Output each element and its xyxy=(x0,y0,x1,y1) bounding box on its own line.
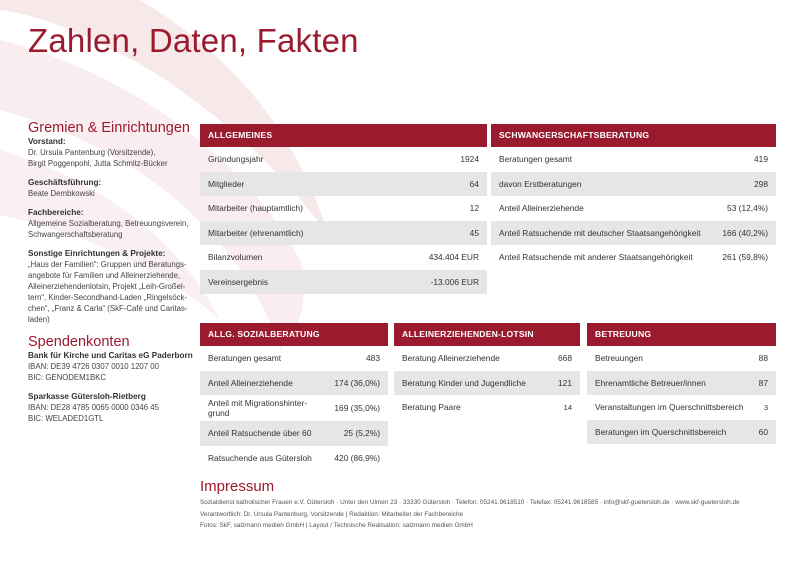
table-header: ALLGEMEINES xyxy=(200,124,487,147)
table-row: Beratung Kinder und Jugendliche 121 xyxy=(394,371,580,396)
table-row: Gründungsjahr 1924 xyxy=(208,154,479,165)
bank-name: Bank für Kirche und Caritas eG Paderborn xyxy=(28,351,193,360)
table-row: Anteil Ratsuchende mit anderer Staatsangehörigkeit 261 (59,8%) xyxy=(499,252,768,263)
sonstige-line: tern“, Kinder-Secondhand-Laden „Ringelsöck- xyxy=(28,293,188,302)
table-row: Beratung Alleinerziehende 668 xyxy=(402,353,572,364)
sonstige-line: laden) xyxy=(28,315,50,324)
sonstige-line: angebote für Familien und Alleinerziehende, xyxy=(28,271,181,280)
impressum-title: Impressum xyxy=(200,478,275,495)
table-row: Mitarbeiter (hauptamtlich) 12 xyxy=(208,203,479,214)
table-row: Bilanzvolumen 434.404 EUR xyxy=(208,252,479,263)
table-row: Mitarbeiter (ehrenamtlich) 45 xyxy=(200,221,487,246)
geschaeftsfuehrung-label: Geschäftsführung: xyxy=(28,178,102,187)
table-row: Anteil Ratsuchende über 60 25 (5,2%) xyxy=(200,421,388,446)
table-row: Veranstaltungen im Querschnittsbereich 3 xyxy=(595,402,768,413)
table-row: Beratungen gesamt 483 xyxy=(208,353,380,364)
left-column xyxy=(28,120,198,424)
iban: IBAN: DE28 4785 0065 0000 0346 45 xyxy=(28,403,159,412)
iban: IBAN: DE39 4726 0307 0010 1207 00 xyxy=(28,362,159,371)
impressum-line: Verantwortlich: Dr. Ursula Pantenburg, Vorsitzende | Redaktion: Mitarbeiter der Fachbereiche xyxy=(200,510,464,518)
table-header: BETREUUNG xyxy=(587,323,776,346)
table-row: Betreuungen 88 xyxy=(595,353,768,364)
table-row: Anteil Alleinerziehende 53 (12,4%) xyxy=(499,203,768,214)
table-row: Vereinsergebnis -13.006 EUR xyxy=(200,270,487,295)
table-header: ALLG. SOZIALBERATUNG xyxy=(200,323,388,346)
table-header: SCHWANGERSCHAFTSBERATUNG xyxy=(491,124,776,147)
table-row: Anteil Ratsuchende mit deutscher Staatsangehörigkeit 166 (40,2%) xyxy=(491,221,776,246)
table-row: Anteil Alleinerziehende 174 (36,0%) xyxy=(200,371,388,396)
vorstand-line: Birgit Poggenpohl, Jutta Schmitz-Bücker xyxy=(28,159,168,168)
spenden-heading: Spendenkonten xyxy=(28,334,130,350)
bic: BIC: WELADED1GTL xyxy=(28,414,104,423)
geschaeftsfuehrung-line: Beate Dembkowski xyxy=(28,189,95,198)
sonstige-label: Sonstige Einrichtungen & Projekte: xyxy=(28,249,166,258)
fachbereiche-label: Fachbereiche: xyxy=(28,208,84,217)
table-row: Anteil mit Migrationshinter- grund 169 (35,0%) xyxy=(208,398,380,418)
table-row: Beratung Paare 14 xyxy=(402,402,572,413)
fachbereiche-line: Schwangerschaftsberatung xyxy=(28,230,123,239)
table-row: Mitglieder 64 xyxy=(200,172,487,197)
table-row: Beratungen gesamt 419 xyxy=(499,154,768,165)
schwangerschaft-table xyxy=(491,124,776,270)
betreuung-table xyxy=(587,323,776,444)
table-row: davon Erstberatungen 298 xyxy=(491,172,776,197)
table-header: ALLEINERZIEHENDEN-LOTSIN xyxy=(394,323,580,346)
table-row: Ehrenamtliche Betreuer/innen 87 xyxy=(587,371,776,396)
sonstige-line: „Haus der Familien“: Gruppen und Beratungs- xyxy=(28,260,187,269)
impressum xyxy=(200,478,740,532)
table-row: Ratsuchende aus Gütersloh 420 (86,9%) xyxy=(208,452,380,463)
impressum-line: Sozialdienst katholischer Frauen e.V. Gütersloh · Unter den Ulmen 23 · 33330 Gütersloh · Telefon: 05241.9618510 · Telefax: 05241.9618585 · info@skf-guetersloh.de · www.skf-guetersloh.de xyxy=(200,499,740,506)
table-row: Beratungen im Querschnittsbereich 60 xyxy=(587,420,776,445)
vorstand-label: Vorstand: xyxy=(28,137,66,146)
vorstand-line: Dr. Ursula Pantenburg (Vorsitzende), xyxy=(28,148,156,157)
sonstige-line: chen“, „Franz & Carla“ (SkF-Café und Caritas- xyxy=(28,304,188,313)
fachbereiche-line: Allgemeine Sozialberatung, Betreuungsverein, xyxy=(28,219,189,228)
impressum-line: Fotos: SkF, salzmann medien GmbH | Layout / Technische Realisation: salzmann medien GmbH xyxy=(200,522,473,530)
lotsin-table xyxy=(394,323,580,420)
bank-name: Sparkasse Gütersloh-Rietberg xyxy=(28,392,146,401)
gremien-heading: Gremien & Einrichtungen xyxy=(28,120,190,136)
sozialberatung-table xyxy=(200,323,388,470)
page-title: Zahlen, Daten, Fakten xyxy=(28,22,359,59)
allgemeines-table xyxy=(200,124,487,294)
sonstige-line: Alleinerziehendenlotsin, Projekt „Leih-Großel- xyxy=(28,282,186,291)
bic: BIC: GENODEM1BKC xyxy=(28,373,106,382)
